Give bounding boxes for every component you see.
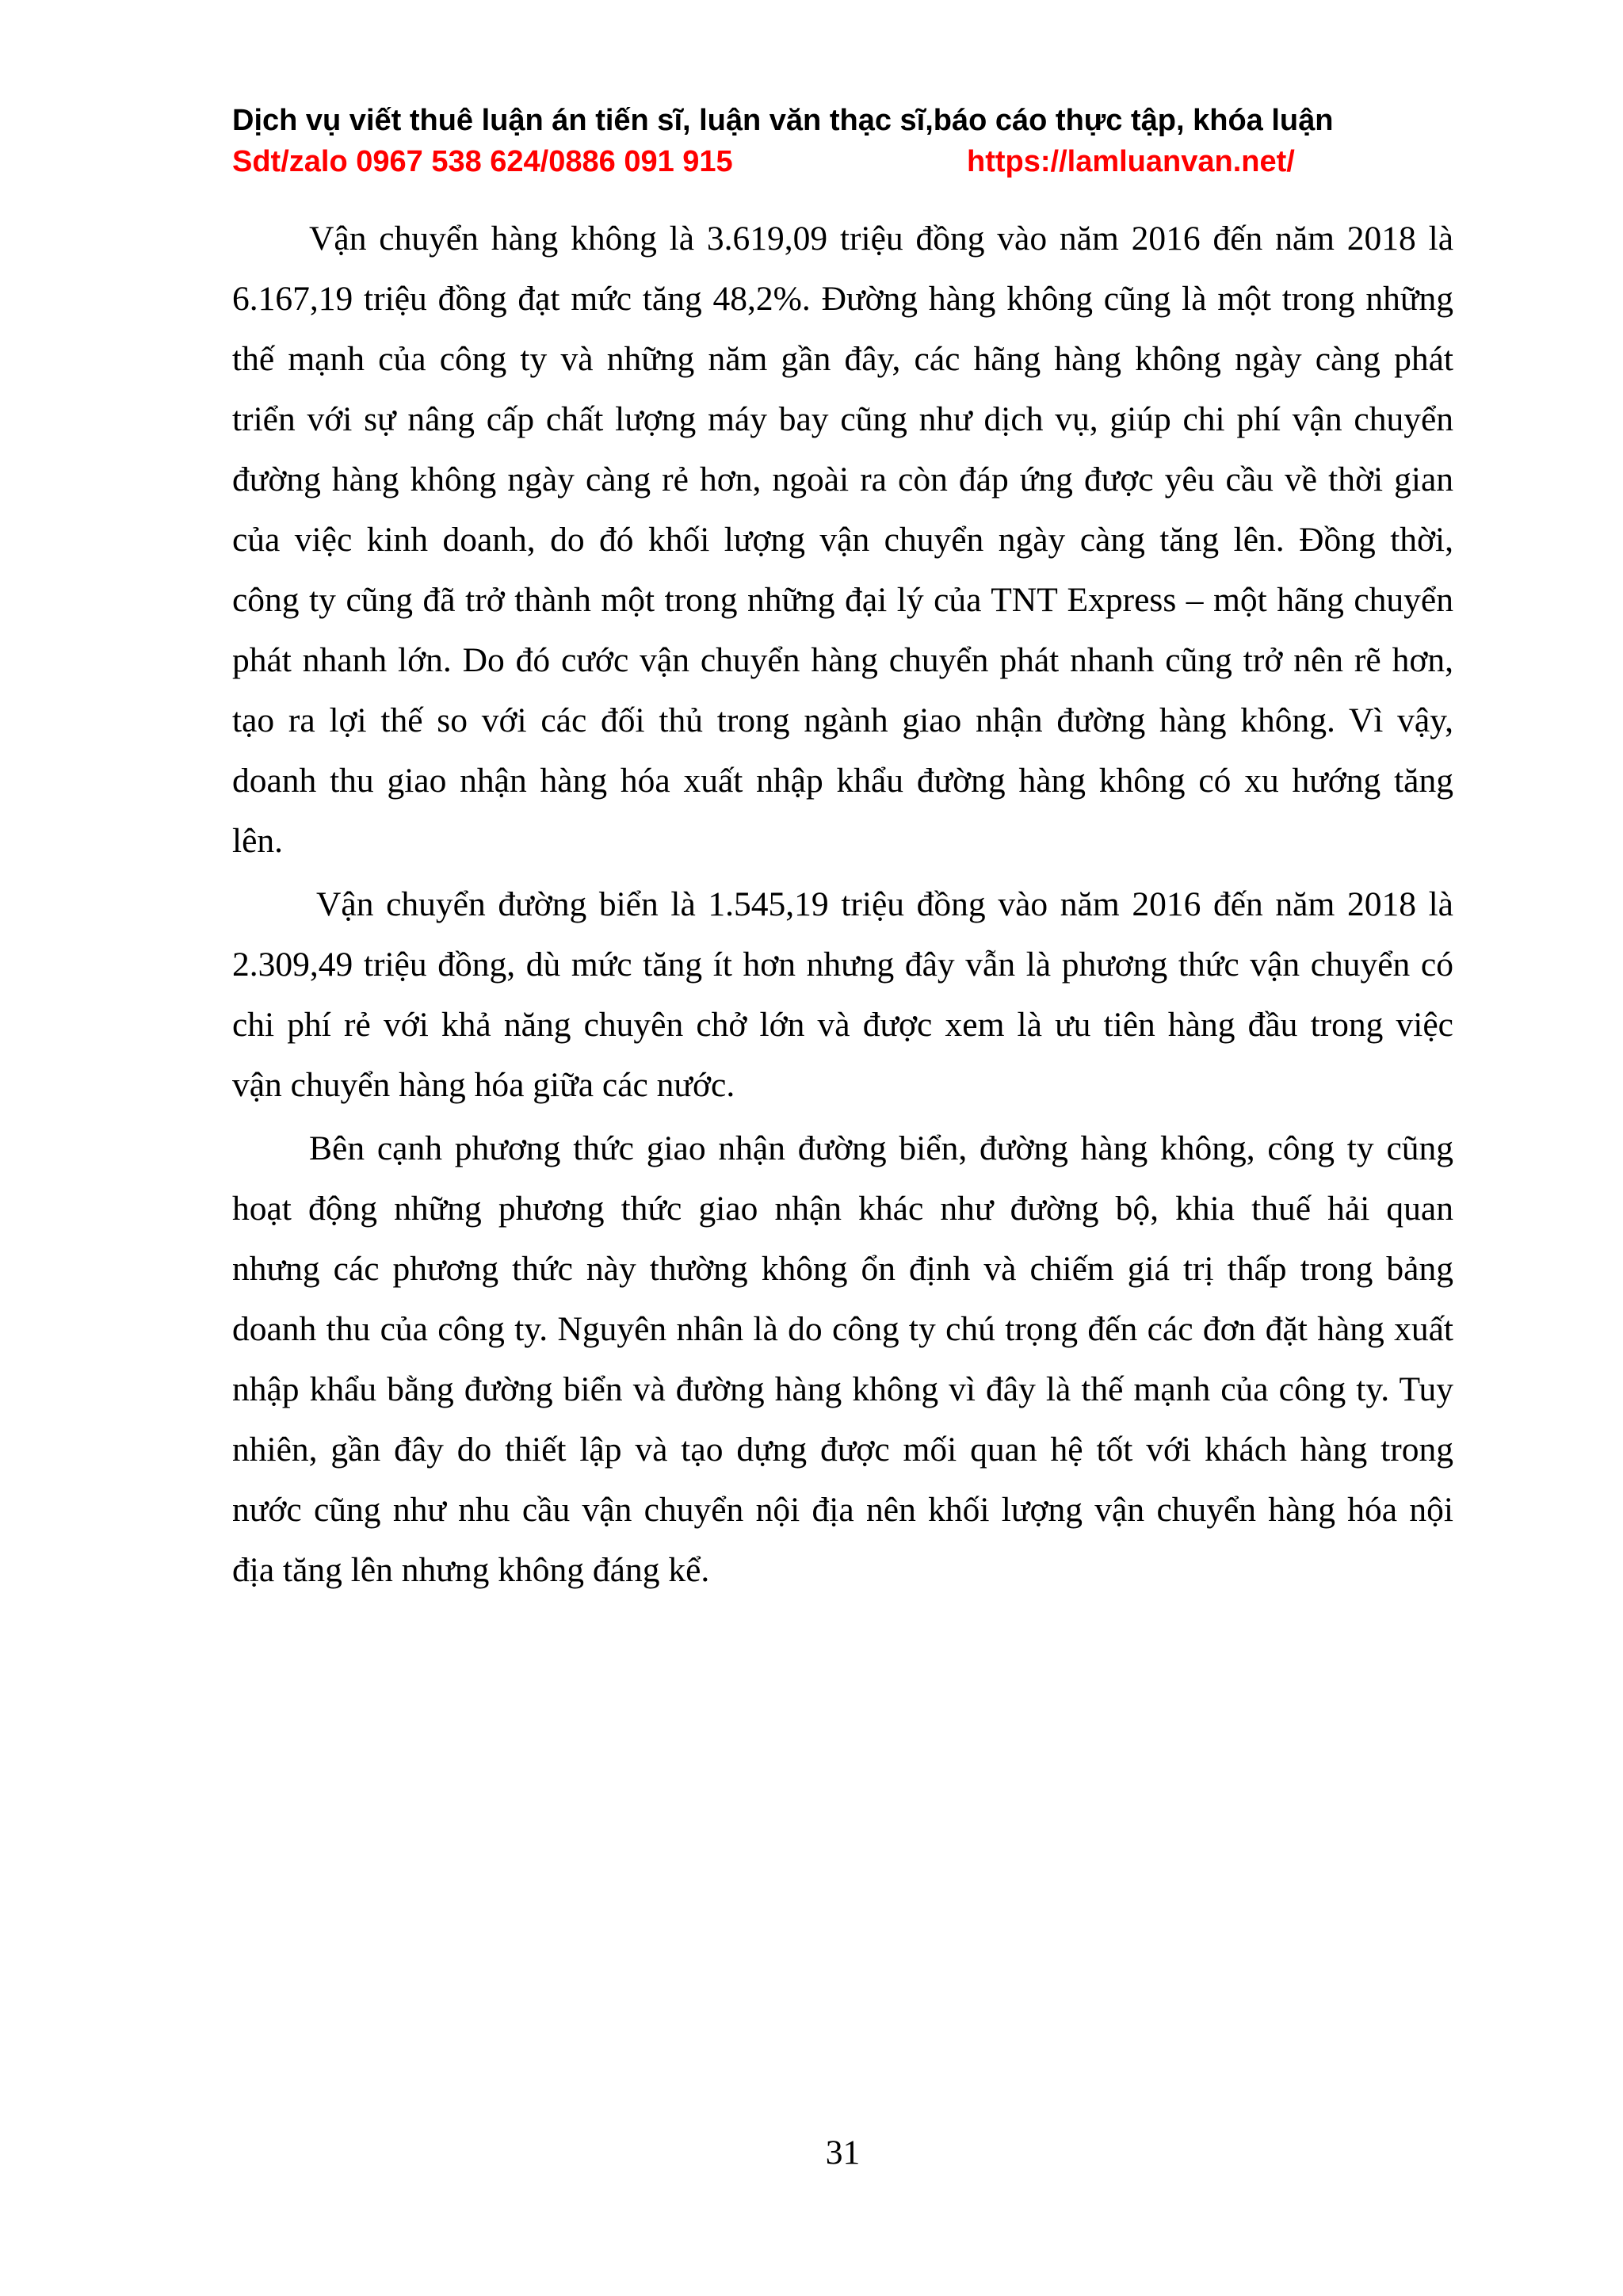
paragraph: [232, 1118, 1453, 1600]
text-line: nhưng các phương thức này thường không ổn định và chiếm giá trị thấp trong bảng: [232, 1250, 1453, 1288]
text-line: nhập khẩu bằng đường biển và đường hàng không vì đây là thế mạnh của công ty. Tuy: [232, 1370, 1453, 1408]
text-line: nước cũng như nhu cầu vận chuyển nội địa nên khối lượng vận chuyển hàng hóa nội: [232, 1491, 1453, 1529]
text-line: đường hàng không ngày càng rẻ hơn, ngoài ra còn đáp ứng được yêu cầu về thời gian: [232, 460, 1453, 499]
text-line: nhiên, gần đây do thiết lập và tạo dựng được mối quan hệ tốt với khách hàng trong: [232, 1431, 1453, 1469]
header-website: https://lamluanvan.net/: [967, 145, 1295, 178]
text-line: hoạt động những phương thức giao nhận khác như đường bộ, khia thuế hải quan: [232, 1190, 1453, 1228]
text-line: doanh thu giao nhận hàng hóa xuất nhập khẩu đường hàng không có xu hướng tăng: [232, 762, 1453, 800]
text-line: Vận chuyển đường biển là 1.545,19 triệu đồng vào năm 2016 đến năm 2018 là: [316, 885, 1453, 923]
paragraph: [232, 208, 1453, 871]
text-line: doanh thu của công ty. Nguyên nhân là do công ty chú trọng đến các đơn đặt hàng xuất: [232, 1310, 1453, 1348]
text-line: Vận chuyển hàng không là 3.619,09 triệu đồng vào năm 2016 đến năm 2018 là: [309, 220, 1453, 258]
text-line: lên.: [232, 822, 284, 860]
text-line: 6.167,19 triệu đồng đạt mức tăng 48,2%. Đường hàng không cũng là một trong những: [232, 280, 1453, 318]
page-number: 31: [825, 2134, 861, 2172]
text-line: địa tăng lên nhưng không đáng kể.: [232, 1551, 710, 1589]
text-line: tạo ra lợi thế so với các đối thủ trong ngành giao nhận đường hàng không. Vì vậy,: [232, 701, 1453, 739]
header-title: Dịch vụ viết thuê luận án tiến sĩ, luận văn thạc sĩ,báo cáo thực tập, khóa luận: [232, 104, 1334, 137]
text-line: công ty cũng đã trở thành một trong những đại lý của TNT Express – một hãng chuyển: [232, 581, 1453, 619]
body-text: [232, 208, 1453, 1600]
text-line: phát nhanh lớn. Do đó cước vận chuyển hàng chuyển phát nhanh cũng trở nên rẽ hơn,: [232, 641, 1453, 679]
text-line: chi phí rẻ với khả năng chuyên chở lớn và được xem là ưu tiên hàng đầu trong việc: [232, 1006, 1453, 1044]
text-line: Bên cạnh phương thức giao nhận đường biển, đường hàng không, công ty cũng: [309, 1129, 1453, 1167]
text-line: vận chuyển hàng hóa giữa các nước.: [232, 1066, 735, 1104]
text-line: của việc kinh doanh, do đó khối lượng vận chuyển ngày càng tăng lên. Đồng thời,: [232, 521, 1453, 559]
text-line: thế mạnh của công ty và những năm gần đây, các hãng hàng không ngày càng phát: [232, 340, 1453, 378]
header-contact: Sdt/zalo 0967 538 624/0886 091 915: [232, 145, 733, 178]
text-line: triển với sự nâng cấp chất lượng máy bay cũng như dịch vụ, giúp chi phí vận chuyển: [232, 400, 1453, 438]
paragraph: [232, 874, 1453, 1115]
text-line: 2.309,49 triệu đồng, dù mức tăng ít hơn nhưng đây vẫn là phương thức vận chuyển có: [232, 946, 1453, 984]
